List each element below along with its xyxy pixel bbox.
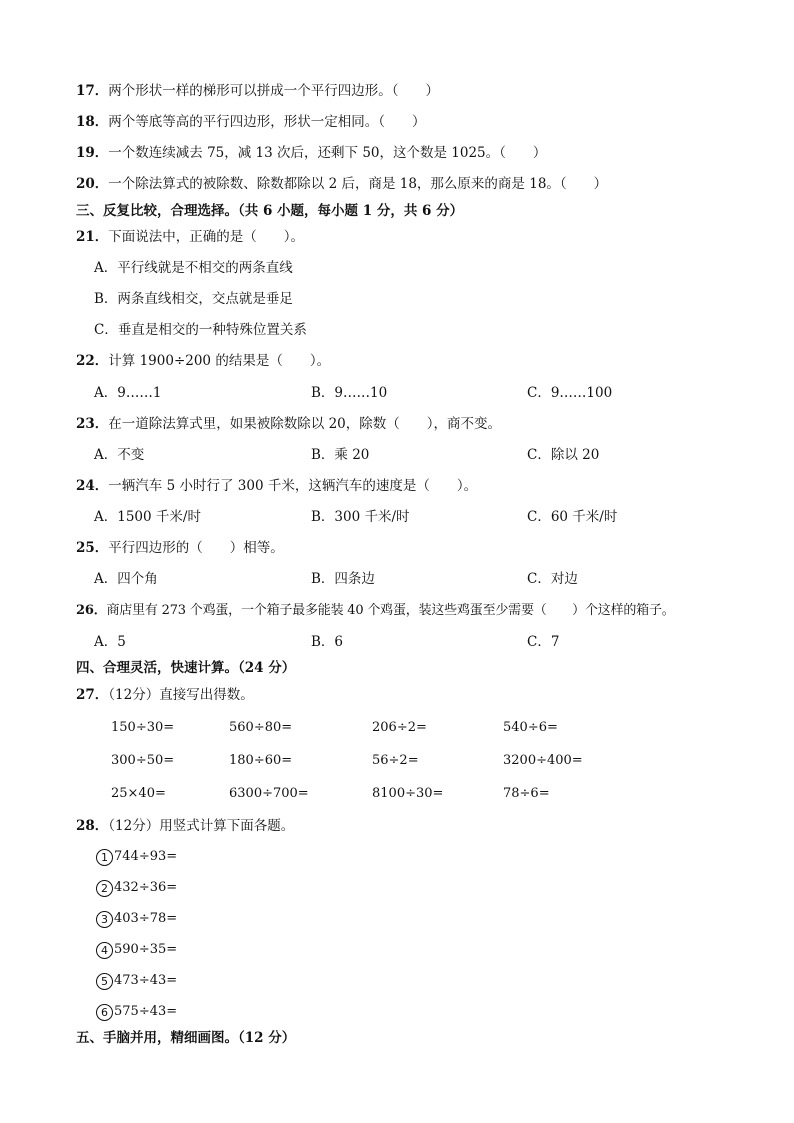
circled-number: 1 — [96, 849, 113, 866]
option-a: A．平行线就是不相交的两条直线 — [94, 260, 293, 276]
calc-expression: 744÷93= — [114, 849, 178, 864]
question-text: 在一道除法算式里，如果被除数除以 20，除数（ ），商不变。 — [108, 416, 502, 432]
vertical-calc-item — [96, 971, 177, 991]
option-a: A．9……1 — [94, 385, 162, 401]
question-text: 平行四边形的（ ）相等。 — [108, 540, 284, 556]
circled-number: 2 — [96, 880, 113, 897]
question-25 — [76, 538, 284, 558]
question-22 — [76, 351, 330, 371]
option-b: B．300 千米/时 — [311, 509, 410, 525]
calc-item: 206÷2= — [372, 720, 427, 735]
question-text: 一个除法算式的被除数、除数都除以 2 后，商是 18，那么原来的商是 18。（ ） — [108, 176, 608, 192]
calc-item: 78÷6= — [503, 786, 550, 801]
calc-expression: 575÷43= — [114, 1004, 178, 1019]
question-number: 20． — [76, 176, 109, 192]
option-a: A．四个角 — [94, 571, 158, 587]
question-27 — [76, 685, 254, 705]
calc-expression: 403÷78= — [114, 911, 178, 926]
calc-item: 150÷30= — [111, 720, 175, 735]
option-c: C．7 — [527, 634, 560, 650]
calc-item: 6300÷700= — [229, 786, 309, 801]
question-21 — [76, 227, 304, 247]
section-3-heading: 三、反复比较，合理选择。（共 6 小题，每小题 1 分，共 6 分） — [76, 203, 464, 219]
question-number: 17． — [76, 83, 109, 99]
option-c: C．9……100 — [527, 385, 613, 401]
question-text: 两个形状一样的梯形可以拼成一个平行四边形。（ ） — [108, 83, 440, 99]
question-number: 24． — [76, 478, 109, 494]
calc-item: 3200÷400= — [503, 753, 583, 768]
question-text: 一个数连续减去 75，减 13 次后，还剩下 50，这个数是 1025。（ ） — [108, 145, 547, 161]
question-text: （12分）用竖式计算下面各题。 — [108, 818, 295, 834]
question-17 — [76, 81, 439, 101]
question-text: 下面说法中，正确的是（ ）。 — [108, 229, 305, 245]
calc-item: 560÷80= — [229, 720, 293, 735]
circled-number: 6 — [96, 1004, 113, 1021]
question-18 — [76, 112, 426, 132]
question-number: 22． — [76, 353, 109, 369]
vertical-calc-item — [96, 878, 177, 898]
option-b: B．乘 20 — [311, 447, 370, 463]
question-number: 26． — [76, 603, 107, 618]
calc-expression: 590÷35= — [114, 942, 178, 957]
calc-item: 56÷2= — [372, 753, 419, 768]
question-28 — [76, 816, 294, 836]
calc-item: 300÷50= — [111, 753, 175, 768]
vertical-calc-item — [96, 940, 177, 960]
question-number: 21． — [76, 229, 109, 245]
option-a: A．5 — [94, 634, 126, 650]
question-23 — [76, 414, 501, 434]
option-c: C．对边 — [527, 571, 578, 587]
calc-item: 180÷60= — [229, 753, 293, 768]
circled-number: 3 — [96, 911, 113, 928]
calc-expression: 473÷43= — [114, 973, 178, 988]
option-c: C．垂直是相交的一种特殊位置关系 — [94, 322, 307, 338]
question-text: 计算 1900÷200 的结果是（ ）。 — [108, 353, 331, 369]
option-b: B．9……10 — [311, 385, 388, 401]
question-19 — [76, 143, 546, 163]
option-b: B．四条边 — [311, 571, 375, 587]
question-26 — [76, 601, 675, 621]
vertical-calc-item — [96, 1002, 177, 1022]
option-c: C．60 千米/时 — [527, 509, 618, 525]
circled-number: 5 — [96, 973, 113, 990]
question-number: 28． — [76, 818, 109, 834]
vertical-calc-item — [96, 847, 177, 867]
question-text: 商店里有 273 个鸡蛋，一个箱子最多能装 40 个鸡蛋，装这些鸡蛋至少需要（ ）个这样的箱子。 — [106, 603, 675, 618]
section-4-heading: 四、合理灵活，快速计算。（24 分） — [76, 660, 296, 676]
question-20 — [76, 174, 607, 194]
calc-item: 540÷6= — [503, 720, 558, 735]
option-b: B．6 — [311, 634, 344, 650]
question-24 — [76, 476, 477, 496]
question-text: 一辆汽车 5 小时行了 300 千米，这辆汽车的速度是（ ）。 — [108, 478, 478, 494]
question-text: （12分）直接写出得数。 — [108, 687, 254, 703]
calc-expression: 432÷36= — [114, 880, 178, 895]
circled-number: 4 — [96, 942, 113, 959]
question-number: 18． — [76, 114, 109, 130]
vertical-calc-item — [96, 909, 177, 929]
question-text: 两个等底等高的平行四边形，形状一定相同。（ ） — [108, 114, 426, 130]
question-number: 23． — [76, 416, 109, 432]
question-number: 19． — [76, 145, 109, 161]
calc-item: 25×40= — [111, 786, 166, 801]
calc-item: 8100÷30= — [372, 786, 444, 801]
question-number: 27． — [76, 687, 109, 703]
option-a: A．不变 — [94, 447, 145, 463]
section-5-heading: 五、手脑并用，精细画图。（12 分） — [76, 1030, 296, 1046]
option-a: A．1500 千米/时 — [94, 509, 201, 525]
question-number: 25． — [76, 540, 109, 556]
option-c: C．除以 20 — [527, 447, 600, 463]
option-b: B．两条直线相交，交点就是垂足 — [94, 291, 293, 307]
